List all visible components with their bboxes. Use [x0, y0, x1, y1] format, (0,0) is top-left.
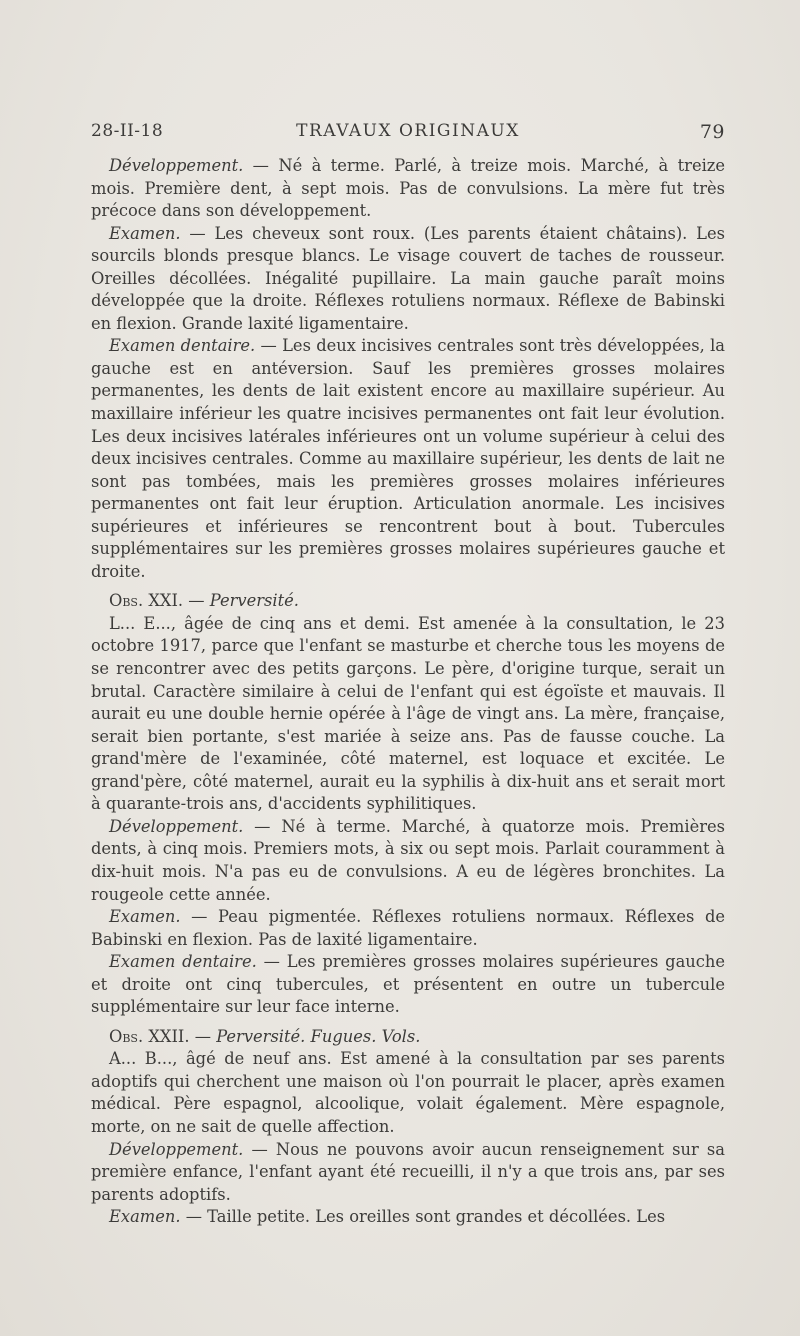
paragraph-examen-dentaire — [91, 951, 725, 1019]
paragraph-examen-dentaire — [91, 335, 725, 583]
observation-number: Obs. XXI. — [109, 591, 184, 611]
page-number: 79 — [699, 121, 725, 143]
paragraph-development — [91, 816, 725, 906]
observation-title: Perversité. Fugues. Vols. — [216, 1026, 421, 1046]
paragraph-text: — Nous ne pouvons avoir aucun renseignement sur sa première enfance, l'enfant ayant été recueilli, il n'y a que trois ans, par ses parents adoptifs. — [91, 1139, 725, 1204]
paragraph-label: Examen. — [109, 1207, 181, 1227]
observation-sep: — — [183, 591, 210, 611]
observation-heading — [91, 590, 725, 613]
observation-number: Obs. XXII. — [109, 1026, 190, 1046]
paragraph-label: Développement. — [109, 816, 244, 836]
page-header — [91, 121, 725, 145]
paragraph-label: Développement. — [109, 1139, 244, 1159]
observation-title: Perversité. — [209, 591, 299, 611]
body-text — [91, 155, 725, 1229]
paragraph-text: — Né à terme. Parlé, à treize mois. Marché, à treize mois. Première dent, à sept mois. Pas de convulsions. La mère fut très précoce dans son développement. — [91, 156, 725, 221]
paragraph-label: Développement. — [109, 156, 244, 175]
paragraph-examen — [91, 1206, 725, 1229]
paragraph-text: — Les cheveux sont roux. (Les parents étaient châtains). Les sourcils blonds presque blancs. Le visage couvert de taches de rousseur. Oreilles décollées. Inégalité pupillaire. La main gauche paraît moins développée que la droite. Réflexes rotuliens normaux. Réflexe de Babinski en flexion. Grande laxité ligamentaire. — [91, 223, 725, 333]
observation-heading — [91, 1026, 725, 1049]
observation-intro: L... E..., âgée de cinq ans et demi. Est amenée à la consultation, le 23 octobre 1917, parce que l'enfant se masturbe et cherche tous les moyens de se rencontrer avec des petits garçons. Le père, d'origine turque, serait un brutal. Caractère similaire à celui de l'enfant qui est égoïste et mauvais. Il aurait eu une double hernie opérée à l'âge de vingt ans. La mère, française, serait bien portante, s'est mariée à seize ans. Pas de fausse couche. La grand'mère de l'examinée, côté maternel, est loquace et excitée. Le grand'père, côté maternel, aurait eu la syphilis à dix-huit ans et serait mort à quarante-trois ans, d'accidents syphilitiques. — [91, 613, 725, 814]
paragraph-text: — Né à terme. Marché, à quatorze mois. Premières dents, à cinq mois. Premiers mots, à six ou sept mois. Parlait couramment à dix-huit mois. N'a pas eu de convulsions. A eu de légères bronchites. La rougeole cette année. — [91, 816, 725, 904]
paragraph-label: Examen dentaire. — [109, 336, 256, 356]
paragraph-label: Examen. — [109, 223, 181, 243]
paragraph-label: Examen dentaire. — [109, 952, 257, 972]
paragraph-development — [91, 155, 725, 223]
paragraph-text: — Peau pigmentée. Réflexes rotuliens normaux. Réflexes de Babinski en flexion. Pas de laxité ligamentaire. — [91, 907, 725, 949]
paragraph-examen — [91, 223, 725, 336]
paragraph-text: — Les premières grosses molaires supérieures gauche et droite ont cinq tubercules, et présentent en outre un tubercule supplémentaire sur leur face interne. — [91, 952, 726, 1017]
paragraph-examen — [91, 906, 725, 951]
observation-intro: A... B..., âgé de neuf ans. Est amené à la consultation par ses parents adoptifs qui cherchent une maison où l'on pourrait le placer, après examen médical. Père espagnol, alcoolique, volait également. Mère espagnole, morte, on ne sait de quelle affection. — [91, 1049, 725, 1136]
paragraph-text: — Taille petite. Les oreilles sont grandes et décollées. Les — [180, 1207, 666, 1227]
observation-sep: — — [189, 1026, 217, 1046]
paragraph-development — [91, 1139, 725, 1207]
paragraph-text: — Les deux incisives centrales sont très développées, la gauche est en antéversion. Sauf les premières grosses molaires permanentes, les dents de lait existent encore au maxillaire supérieur. Au maxillaire inférieur les quatre incisives permanentes ont fait leur évolution. Les deux incisives latérales inférieures ont un volume supérieur à celui des deux incisives centrales. Comme au maxillaire supérieur, les dents de lait ne sont pas tombées, mais les premières grosses molaires inférieures permanentes ont fait leur éruption. Articulation anormale. Les incisives supérieures et inférieures se rencontrent bout à bout. Tubercules supplémentaires sur les premières grosses molaires supérieures gauche et droite. — [91, 336, 725, 581]
running-title: TRAVAUX ORIGINAUX — [296, 121, 520, 141]
header-date: 28-II-18 — [91, 121, 164, 141]
paragraph-label: Examen. — [109, 907, 181, 927]
